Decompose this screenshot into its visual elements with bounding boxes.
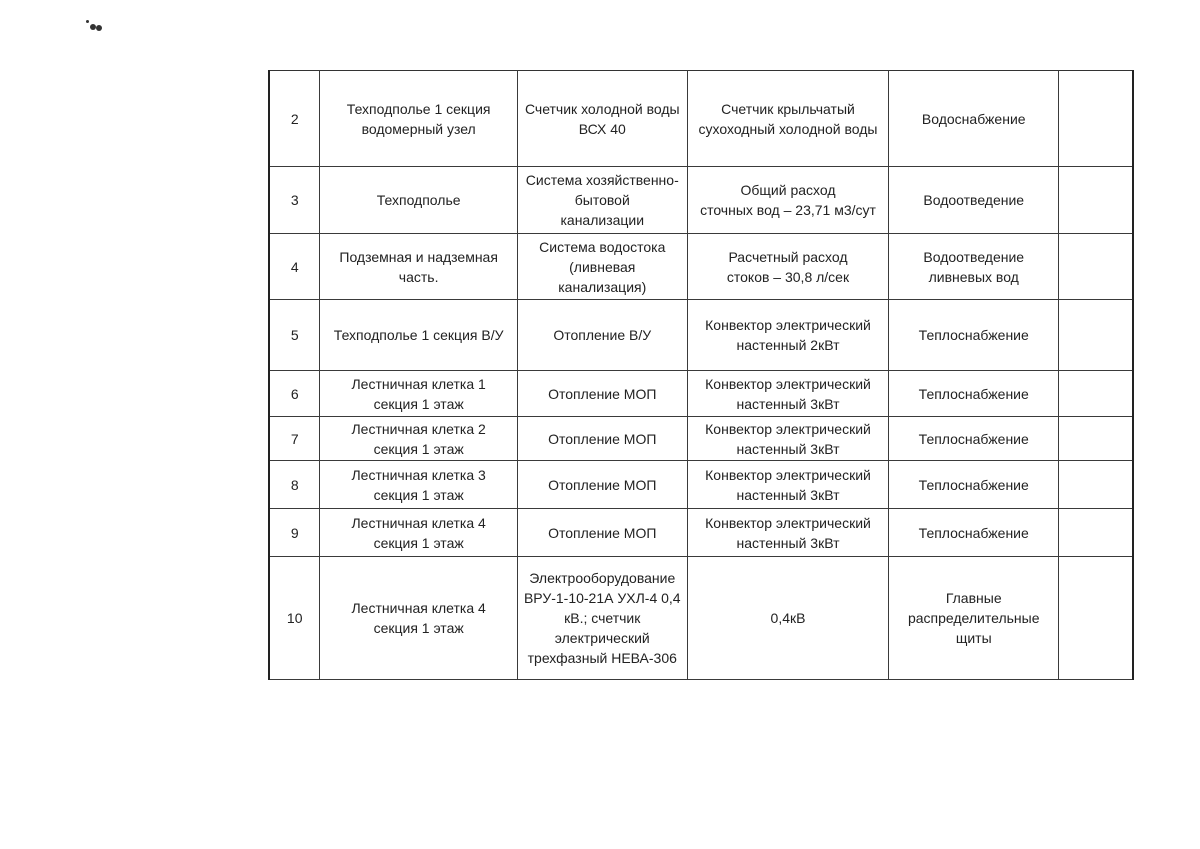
- table-row: [269, 417, 1133, 461]
- row-location: Техподполье 1 секция В/У: [320, 300, 517, 371]
- row-number: 8: [269, 461, 320, 509]
- table-row: [269, 300, 1133, 371]
- row-location: Лестничная клетка 4 секция 1 этаж: [320, 509, 517, 557]
- row-service: Водоотведение: [889, 167, 1059, 234]
- row-system: Отопление В/У: [517, 300, 687, 371]
- row-equipment: Конвектор электрический настенный 3кВт: [687, 509, 889, 557]
- row-number: 7: [269, 417, 320, 461]
- row-number: 9: [269, 509, 320, 557]
- row-number: 3: [269, 167, 320, 234]
- row-note: [1059, 300, 1133, 371]
- table-row: [269, 461, 1133, 509]
- row-location: Техподполье: [320, 167, 517, 234]
- row-service: Теплоснабжение: [889, 509, 1059, 557]
- row-number: 5: [269, 300, 320, 371]
- row-equipment: Конвектор электрический настенный 3кВт: [687, 461, 889, 509]
- row-equipment: Общий расход сточных вод – 23,71 м3/сут: [687, 167, 889, 234]
- table-row: [269, 71, 1133, 167]
- row-note: [1059, 234, 1133, 300]
- row-note: [1059, 509, 1133, 557]
- table-body: [269, 71, 1133, 680]
- row-location: Лестничная клетка 1 секция 1 этаж: [320, 371, 517, 417]
- row-note: [1059, 371, 1133, 417]
- row-equipment: Конвектор электрический настенный 3кВт: [687, 371, 889, 417]
- row-equipment: Конвектор электрический настенный 2кВт: [687, 300, 889, 371]
- row-system: Отопление МОП: [517, 509, 687, 557]
- row-service: Теплоснабжение: [889, 461, 1059, 509]
- row-equipment: Конвектор электрический настенный 3кВт: [687, 417, 889, 461]
- row-location: Техподполье 1 секция водомерный узел: [320, 71, 517, 167]
- row-system: Система водостока (ливневая канализация): [517, 234, 687, 300]
- row-note: [1059, 417, 1133, 461]
- scan-speck: [86, 20, 104, 32]
- row-service: Водоотведение ливневых вод: [889, 234, 1059, 300]
- row-number: 2: [269, 71, 320, 167]
- row-location: Подземная и надземная часть.: [320, 234, 517, 300]
- table-row: [269, 557, 1133, 680]
- row-location: Лестничная клетка 2 секция 1 этаж: [320, 417, 517, 461]
- row-service: Водоснабжение: [889, 71, 1059, 167]
- row-service: Теплоснабжение: [889, 417, 1059, 461]
- table-row: [269, 371, 1133, 417]
- table-row: [269, 167, 1133, 234]
- row-system: Счетчик холодной воды ВСХ 40: [517, 71, 687, 167]
- row-service: Главные распределительные щиты: [889, 557, 1059, 680]
- row-service: Теплоснабжение: [889, 371, 1059, 417]
- row-note: [1059, 167, 1133, 234]
- row-system: Отопление МОП: [517, 371, 687, 417]
- row-system: Отопление МОП: [517, 417, 687, 461]
- row-system: Электрооборудование ВРУ-1-10-21А УХЛ-4 0,4 кВ.; счетчик электрический трехфазный НЕВА-306: [517, 557, 687, 680]
- row-equipment: Счетчик крыльчатый сухоходный холодной воды: [687, 71, 889, 167]
- row-number: 4: [269, 234, 320, 300]
- row-system: Отопление МОП: [517, 461, 687, 509]
- row-location: Лестничная клетка 3 секция 1 этаж: [320, 461, 517, 509]
- row-note: [1059, 461, 1133, 509]
- row-number: 6: [269, 371, 320, 417]
- utilities-table: [268, 70, 1134, 680]
- table-row: [269, 509, 1133, 557]
- row-service: Теплоснабжение: [889, 300, 1059, 371]
- row-note: [1059, 71, 1133, 167]
- row-number: 10: [269, 557, 320, 680]
- row-equipment: 0,4кВ: [687, 557, 889, 680]
- row-note: [1059, 557, 1133, 680]
- table-row: [269, 234, 1133, 300]
- row-location: Лестничная клетка 4 секция 1 этаж: [320, 557, 517, 680]
- row-system: Система хозяйственно- бытовой канализации: [517, 167, 687, 234]
- row-equipment: Расчетный расход стоков – 30,8 л/сек: [687, 234, 889, 300]
